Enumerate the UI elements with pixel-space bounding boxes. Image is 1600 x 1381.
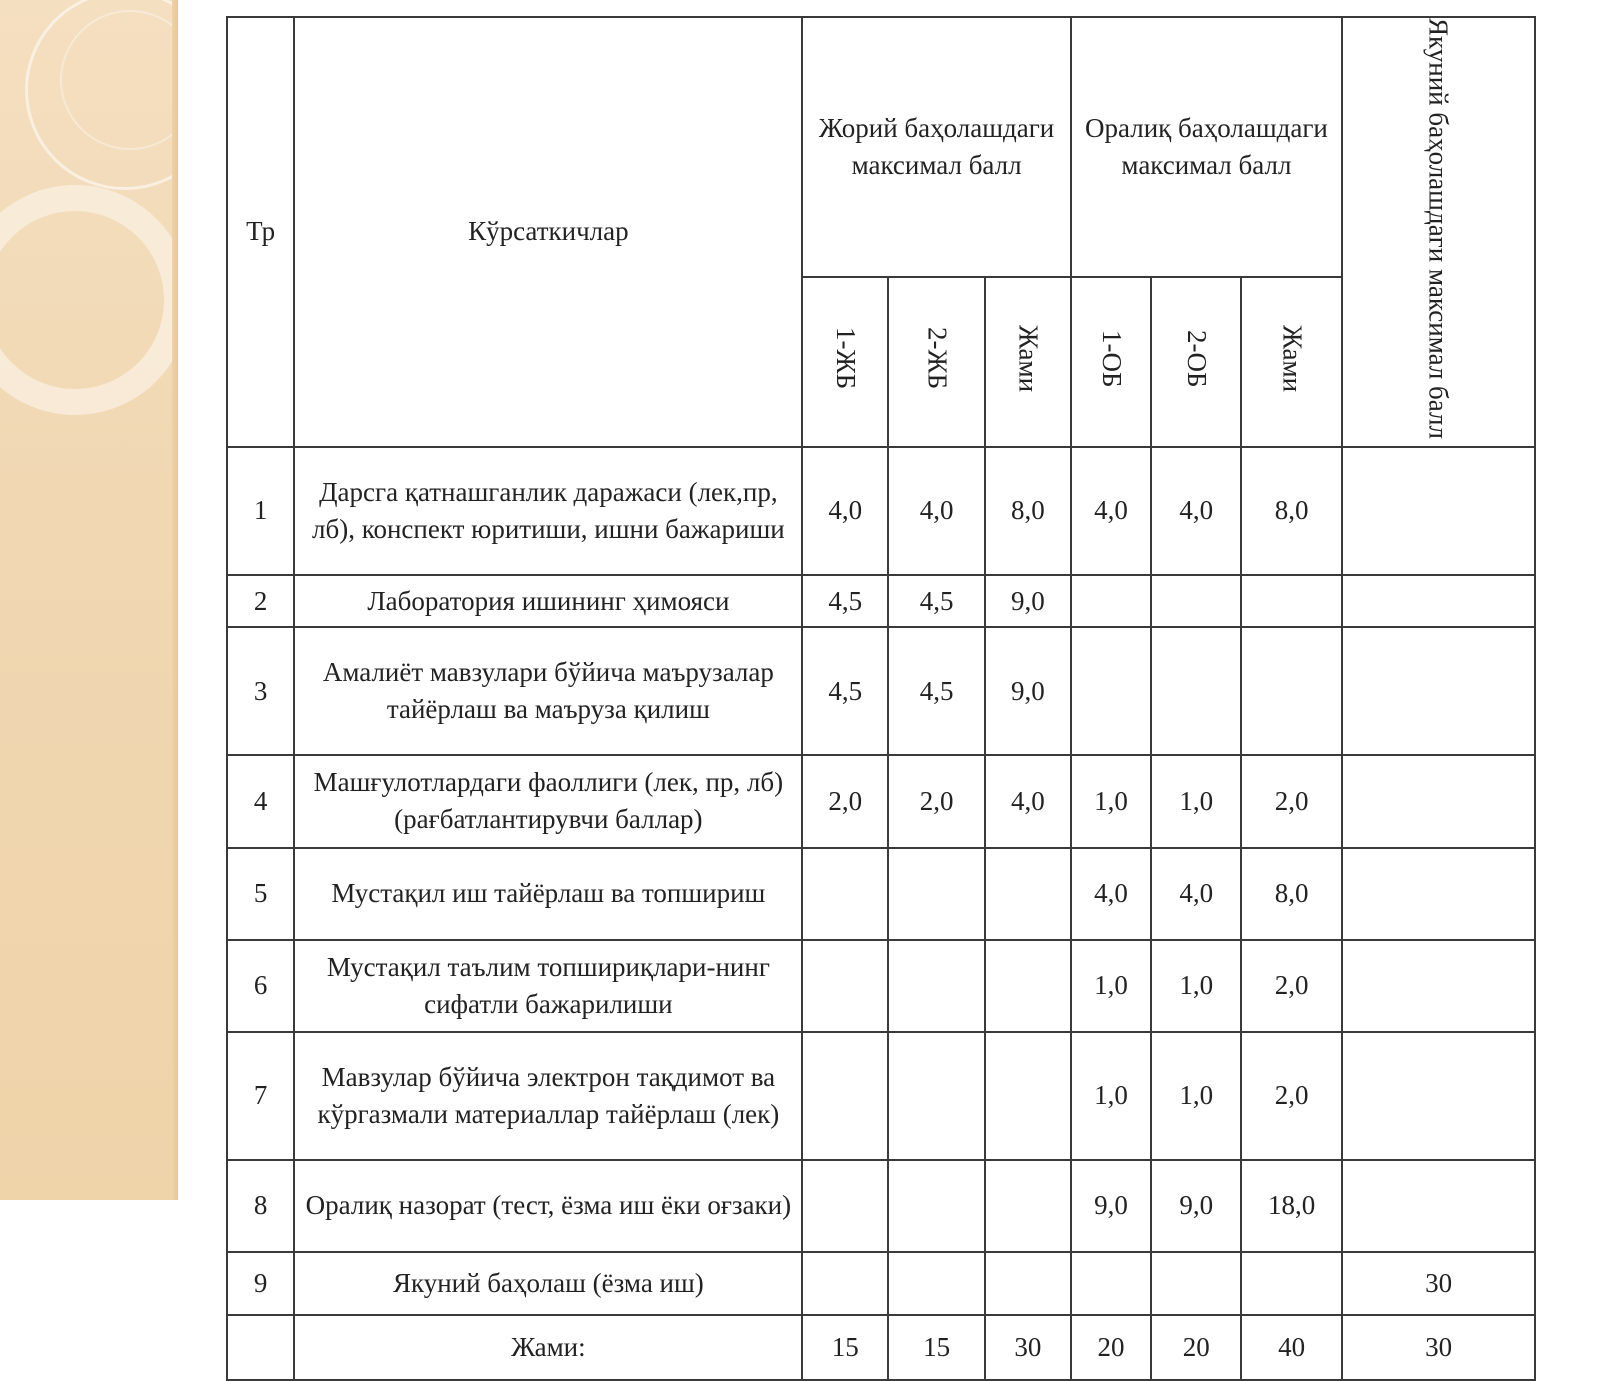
subheader: 1-ЖБ <box>802 277 888 447</box>
score-cell: 4,0 <box>802 447 888 575</box>
indicator-text: Амалиёт мавзулари бўйича маърузалар тайёрлаш ва маъруза қилиш <box>294 627 802 755</box>
row-number: 9 <box>227 1252 294 1315</box>
table-row <box>227 940 1535 1032</box>
score-cell <box>985 1252 1071 1315</box>
total-cell: 20 <box>1151 1315 1241 1380</box>
table-row <box>227 575 1535 628</box>
table-header <box>227 17 1535 447</box>
score-cell <box>985 1160 1071 1252</box>
subheader: Жами <box>1241 277 1342 447</box>
score-cell <box>888 1252 985 1315</box>
score-cell <box>1151 1252 1241 1315</box>
table-row <box>227 848 1535 940</box>
indicator-text: Мустақил иш тайёрлаш ва топшириш <box>294 848 802 940</box>
indicator-text: Мавзулар бўйича электрон тақдимот ва кўргазмали материаллар тайёрлаш (лек) <box>294 1032 802 1160</box>
score-cell: 2,0 <box>1241 755 1342 847</box>
score-cell <box>1151 627 1241 755</box>
total-cell: 40 <box>1241 1315 1342 1380</box>
score-cell <box>802 1252 888 1315</box>
decorative-side-strip <box>0 0 178 1200</box>
score-cell <box>1071 627 1152 755</box>
score-cell: 4,0 <box>1071 447 1152 575</box>
score-cell: 9,0 <box>1151 1160 1241 1252</box>
row-number: 6 <box>227 940 294 1032</box>
score-cell: 4,5 <box>888 575 985 628</box>
score-cell <box>1342 755 1535 847</box>
score-cell <box>1241 1252 1342 1315</box>
subheader: 2-ЖБ <box>888 277 985 447</box>
strip-edge <box>172 0 178 1200</box>
header-num: Тр <box>227 17 294 447</box>
subheader: Жами <box>985 277 1071 447</box>
indicator-text: Лаборатория ишининг ҳимояси <box>294 575 802 628</box>
score-cell <box>985 940 1071 1032</box>
grading-table <box>226 16 1536 1381</box>
score-cell: 2,0 <box>1241 940 1342 1032</box>
row-number: 5 <box>227 848 294 940</box>
score-cell: 4,5 <box>802 627 888 755</box>
score-cell <box>802 1032 888 1160</box>
score-cell: 8,0 <box>1241 447 1342 575</box>
score-cell <box>1342 1160 1535 1252</box>
indicator-text: Оралиқ назорат (тест, ёзма иш ёки оғзаки) <box>294 1160 802 1252</box>
score-cell: 4,5 <box>802 575 888 628</box>
score-cell: 4,0 <box>888 447 985 575</box>
score-cell: 30 <box>1342 1252 1535 1315</box>
row-number: 8 <box>227 1160 294 1252</box>
score-cell <box>1342 447 1535 575</box>
total-cell: 20 <box>1071 1315 1152 1380</box>
score-cell: 4,5 <box>888 627 985 755</box>
row-number <box>227 1315 294 1380</box>
score-cell: 9,0 <box>985 627 1071 755</box>
score-cell: 4,0 <box>1151 848 1241 940</box>
table-row <box>227 627 1535 755</box>
score-cell <box>985 1032 1071 1160</box>
score-cell <box>1241 575 1342 628</box>
score-cell: 1,0 <box>1071 1032 1152 1160</box>
score-cell: 1,0 <box>1071 940 1152 1032</box>
score-cell <box>1071 575 1152 628</box>
total-cell: 30 <box>985 1315 1071 1380</box>
score-cell <box>1342 940 1535 1032</box>
header-interim-assessment: Оралиқ баҳолашдаги максимал балл <box>1071 17 1342 277</box>
indicator-text: Якуний баҳолаш (ёзма иш) <box>294 1252 802 1315</box>
table-row <box>227 1160 1535 1252</box>
score-cell <box>1241 627 1342 755</box>
score-cell <box>1151 575 1241 628</box>
subheader: 1-ОБ <box>1071 277 1152 447</box>
table-row <box>227 1032 1535 1160</box>
score-cell: 8,0 <box>985 447 1071 575</box>
table-row <box>227 1252 1535 1315</box>
score-cell: 4,0 <box>1151 447 1241 575</box>
score-cell <box>888 940 985 1032</box>
score-cell: 4,0 <box>1071 848 1152 940</box>
row-number: 1 <box>227 447 294 575</box>
score-cell <box>802 940 888 1032</box>
score-cell: 1,0 <box>1151 940 1241 1032</box>
total-cell: 15 <box>888 1315 985 1380</box>
score-cell: 9,0 <box>985 575 1071 628</box>
score-cell <box>1342 848 1535 940</box>
score-cell <box>888 848 985 940</box>
table-row <box>227 755 1535 847</box>
subheader: 2-ОБ <box>1151 277 1241 447</box>
score-cell: 2,0 <box>1241 1032 1342 1160</box>
score-cell: 1,0 <box>1151 1032 1241 1160</box>
score-cell: 1,0 <box>1071 755 1152 847</box>
row-number: 3 <box>227 627 294 755</box>
total-cell: 15 <box>802 1315 888 1380</box>
score-cell: 9,0 <box>1071 1160 1152 1252</box>
total-cell: 30 <box>1342 1315 1535 1380</box>
score-cell: 4,0 <box>985 755 1071 847</box>
score-cell: 8,0 <box>1241 848 1342 940</box>
total-row <box>227 1315 1535 1380</box>
score-cell <box>802 1160 888 1252</box>
row-number: 7 <box>227 1032 294 1160</box>
decorative-ring <box>0 185 178 415</box>
score-cell <box>802 848 888 940</box>
header-final-assessment: Якуний баҳолашдаги максимал балл <box>1342 17 1535 447</box>
score-cell: 1,0 <box>1151 755 1241 847</box>
indicator-text: Дарсга қатнашганлик даражаси (лек,пр, лб), конспект юритиши, ишни бажариши <box>294 447 802 575</box>
score-cell <box>1342 1032 1535 1160</box>
score-cell: 2,0 <box>888 755 985 847</box>
score-cell: 18,0 <box>1241 1160 1342 1252</box>
score-cell <box>888 1032 985 1160</box>
score-cell <box>888 1160 985 1252</box>
total-label: Жами: <box>294 1315 802 1380</box>
header-current-assessment: Жорий баҳолашдаги максимал балл <box>802 17 1070 277</box>
score-cell <box>1342 575 1535 628</box>
indicator-text: Мустақил таълим топшириқлари-нинг сифатли бажарилиши <box>294 940 802 1032</box>
row-number: 2 <box>227 575 294 628</box>
score-cell <box>985 848 1071 940</box>
score-cell <box>1071 1252 1152 1315</box>
score-cell: 2,0 <box>802 755 888 847</box>
indicator-text: Машғулотлардаги фаоллиги (лек, пр, лб) (рағбатлантирувчи баллар) <box>294 755 802 847</box>
row-number: 4 <box>227 755 294 847</box>
table-row <box>227 447 1535 575</box>
header-indicators: Кўрсаткичлар <box>294 17 802 447</box>
score-cell <box>1342 627 1535 755</box>
